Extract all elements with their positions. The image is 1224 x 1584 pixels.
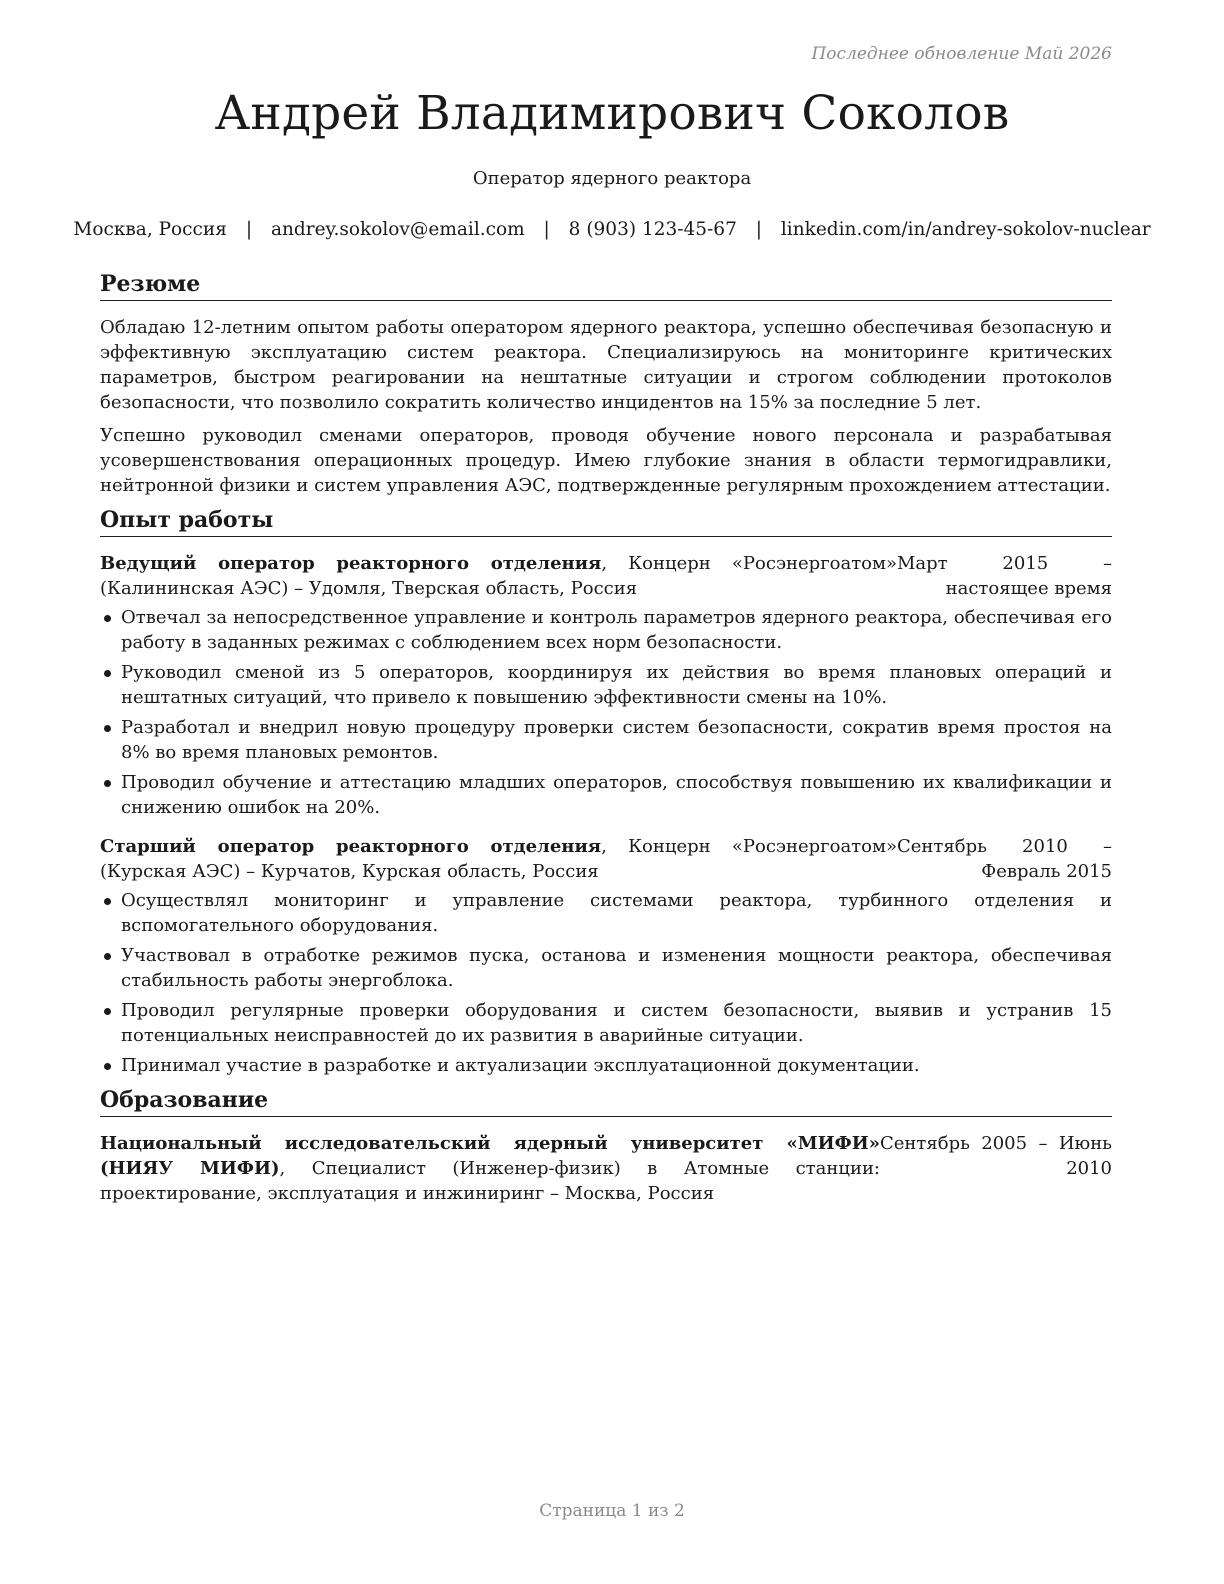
job-bullet: Проводил обучение и аттестацию младших операторов, способствуя повышению их квалификации и снижению ошибок на 20%. [100, 770, 1112, 820]
job-title-line [100, 834, 897, 884]
education-degree: , Специалист (Инженер-физик) в Атомные станции: проектирование, эксплуатация и инжиниринг – Москва, Россия [100, 1158, 880, 1204]
contact-linkedin[interactable]: linkedin.com/in/andrey-sokolov-nuclear [780, 219, 1151, 240]
contact-separator: | [755, 219, 762, 240]
job-bullet: Участвовал в отработке режимов пуска, останова и изменения мощности реактора, обеспечивая стабильность работы энергоблока. [100, 943, 1112, 993]
education-dates: Сентябрь 2005 – Июнь 2010 [880, 1133, 1112, 1179]
contact-email[interactable]: andrey.sokolov@email.com [270, 219, 525, 240]
education-entry [100, 1131, 1112, 1206]
job-header [100, 551, 1112, 601]
job-bullet: Принимал участие в разработке и актуализации эксплуатационной документации. [100, 1053, 1112, 1078]
job-header [100, 834, 1112, 884]
job-dates: Март 2015 – настоящее время [897, 553, 1112, 599]
education-text [100, 1131, 880, 1206]
section-heading-education: Образование [100, 1086, 1112, 1117]
job-bullet-list [100, 888, 1112, 1078]
job-bullet: Руководил сменой из 5 операторов, координируя их действия во время плановых операций и нештатных ситуаций, что привело к повышению эффективности смены на 10%. [100, 660, 1112, 710]
job-entry [100, 551, 1112, 820]
job-bullet: Осуществлял мониторинг и управление системами реактора, турбинного отделения и вспомогательного оборудования. [100, 888, 1112, 938]
resume-body [100, 270, 1112, 1214]
page-number: Страница 1 из 2 [539, 1501, 685, 1521]
section-heading-summary: Резюме [100, 270, 1112, 301]
education-institution: Национальный исследовательский ядерный университет «МИФИ» (НИЯУ МИФИ) [100, 1133, 880, 1179]
last-updated-note: Последнее обновление Май 2026 [811, 44, 1112, 64]
contact-separator: | [245, 219, 253, 240]
contact-phone: 8 (903) 123-45-67 [568, 219, 737, 240]
job-title: Оператор ядерного реактора [472, 168, 752, 189]
summary-paragraph: Успешно руководил сменами операторов, проводя обучение нового персонала и разрабатывая усовершенствования операционных процедур. Имею глубокие знания в области термогидравлики, нейтронной физики и систем управления АЭС, подтвержденные регулярным прохождением аттестации. [100, 425, 1112, 496]
candidate-name: Андрей Владимирович Соколов [214, 86, 1010, 141]
contact-line [0, 219, 1224, 240]
section-heading-experience: Опыт работы [100, 506, 1112, 537]
job-bullet: Проводил регулярные проверки оборудования и систем безопасности, выявив и устранив 15 потенциальных неисправностей до их развития в аварийные ситуации. [100, 998, 1112, 1048]
summary-paragraph: Обладаю 12-летним опытом работы оператором ядерного реактора, успешно обеспечивая безопасную и эффективную эксплуатацию систем реактора. Специализируюсь на мониторинге критических параметров, быстром реагировании на нештатные ситуации и строгом соблюдении протоколов безопасности, что позволило сократить количество инцидентов на 15% за последние 5 лет. [100, 317, 1112, 413]
education-section [100, 1086, 1112, 1206]
job-dates: Сентябрь 2010 – Февраль 2015 [897, 836, 1112, 882]
job-employer: , Концерн «Росэнергоатом» (Калининская АЭС) – Удомля, Тверская область, Россия [100, 553, 897, 599]
job-bullet: Отвечал за непосредственное управление и контроль параметров ядерного реактора, обеспечивая его работу в заданных режимах с соблюдением всех норм безопасности. [100, 605, 1112, 655]
job-employer: , Концерн «Росэнергоатом» (Курская АЭС) – Курчатов, Курская область, Россия [100, 836, 897, 882]
job-role: Старший оператор реакторного отделения [100, 836, 602, 857]
job-bullet-list [100, 605, 1112, 820]
contact-separator: | [543, 219, 550, 240]
summary-section [100, 270, 1112, 498]
experience-section [100, 506, 1112, 1078]
contact-location: Москва, Россия [73, 219, 227, 240]
job-bullet: Разработал и внедрил новую процедуру проверки систем безопасности, сократив время простоя на 8% во время плановых ремонтов. [100, 715, 1112, 765]
job-entry [100, 834, 1112, 1078]
job-title-line [100, 551, 897, 601]
job-role: Ведущий оператор реакторного отделения [100, 553, 602, 574]
